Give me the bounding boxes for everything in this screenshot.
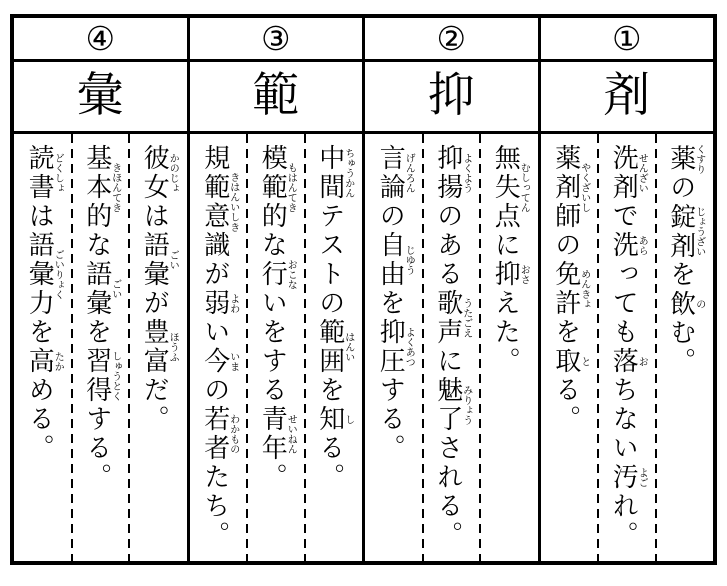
plain-text: のある [433, 202, 463, 289]
base-text: 取 [551, 347, 581, 376]
plain-text: を [82, 318, 112, 347]
kanji-worksheet-table [10, 14, 717, 565]
kanji-with-furigana [666, 202, 705, 261]
target-kanji: 抑 [427, 70, 475, 122]
furigana-text: くすり [693, 144, 705, 174]
kanji-with-furigana [258, 405, 297, 463]
furigana-text: めんきょ [578, 260, 590, 318]
furigana-text: じょうざい [693, 202, 705, 261]
base-text: 語彙 [140, 231, 170, 289]
kanji-with-furigana [258, 259, 297, 290]
example-sentence-text [80, 144, 120, 492]
furigana-text: と [578, 347, 590, 376]
furigana-text: わかもの [227, 405, 239, 463]
kanji-with-furigana [609, 231, 648, 260]
base-text: 行 [258, 259, 288, 290]
example-sentence-text [23, 144, 63, 463]
base-text: 抑揚 [433, 144, 463, 202]
plain-text: れ。 [609, 492, 639, 550]
plain-text: は [25, 202, 55, 231]
example-sentence [656, 134, 713, 561]
target-kanji: 彙 [76, 70, 124, 122]
circled-number: ② [436, 19, 467, 58]
example-sentence [129, 134, 186, 561]
base-text: 語彙力 [25, 231, 55, 318]
plain-text: いをする [258, 289, 288, 405]
plain-text: 。 [258, 463, 288, 492]
base-text: 中間 [315, 144, 345, 202]
base-text: 歌声 [433, 289, 463, 347]
furigana-text: ごいりょく [52, 231, 64, 318]
kanji-with-furigana [25, 231, 64, 318]
circled-number: ④ [85, 19, 116, 58]
furigana-text: じゆう [403, 231, 415, 289]
example-sentence-text [374, 144, 414, 463]
furigana-text: ごい [167, 231, 179, 289]
base-text: 免許 [551, 260, 581, 318]
plain-text: テストの [315, 202, 345, 318]
kanji-with-furigana [551, 260, 590, 318]
example-sentence [598, 134, 655, 561]
example-sentence [14, 134, 71, 561]
base-text: 読書 [25, 144, 55, 202]
sentence-row [14, 134, 713, 561]
furigana-text: あら [636, 231, 648, 260]
base-text: 弱 [200, 289, 230, 318]
example-sentence-text [489, 144, 529, 376]
column-number-cell [365, 18, 541, 59]
kanji-with-furigana [200, 144, 239, 260]
plain-text: の [376, 202, 406, 231]
plain-text: る。 [551, 376, 581, 434]
furigana-text: はんい [342, 318, 354, 376]
example-sentence [247, 134, 304, 561]
base-text: 魅了 [433, 376, 463, 434]
kanji-with-furigana [609, 347, 648, 376]
target-kanji-cell [365, 62, 541, 131]
furigana-text: ちゅうかん [342, 144, 354, 202]
plain-text: で [609, 202, 639, 231]
kanji-with-furigana [666, 289, 705, 319]
base-text: 基本的 [82, 144, 112, 231]
base-text: 知 [315, 405, 345, 434]
example-sentence [365, 134, 422, 561]
circled-number: ③ [260, 19, 291, 58]
base-text: 洗剤 [609, 144, 639, 202]
furigana-text: よくよう [460, 144, 472, 202]
plain-text: が [200, 260, 230, 289]
furigana-text: おさ [518, 260, 530, 289]
target-kanji-cell [541, 62, 714, 131]
base-text: 彼女 [140, 144, 170, 202]
furigana-text: お [636, 347, 648, 376]
plain-text: の [666, 173, 696, 203]
base-text: 習得 [82, 347, 112, 405]
example-sentence [305, 134, 362, 561]
kanji-with-furigana [140, 231, 179, 289]
plain-text: っても [609, 260, 639, 347]
column-number-cell [541, 18, 714, 59]
furigana-text: よくあつ [403, 318, 415, 376]
kanji-with-furigana [376, 318, 415, 376]
furigana-text: やくざいし [578, 144, 590, 231]
column-number-cell [190, 18, 366, 59]
base-text: 薬 [666, 144, 696, 174]
base-text: 模範的 [258, 144, 288, 231]
furigana-text: の [693, 289, 705, 319]
base-text: 豊富 [140, 318, 170, 376]
kanji-with-furigana [200, 289, 239, 318]
plain-text: に [491, 231, 521, 260]
furigana-text: むしってん [518, 144, 530, 231]
furigana-text: せんざい [636, 144, 648, 202]
plain-text: を [25, 318, 55, 347]
example-sentence [480, 134, 537, 561]
kanji-with-furigana [609, 144, 648, 202]
kanji-with-furigana [25, 144, 64, 202]
kanji-with-furigana [433, 376, 472, 434]
base-text: 飲 [666, 289, 696, 319]
target-kanji: 範 [252, 70, 300, 122]
base-text: 今 [200, 347, 230, 376]
plain-text: する。 [376, 376, 406, 463]
base-text: 若者 [200, 405, 230, 463]
example-sentence-text [138, 144, 178, 434]
furigana-text: たか [52, 347, 64, 376]
plain-text: の [200, 376, 230, 405]
example-sentence-text [549, 144, 589, 434]
plain-text: を [551, 318, 581, 347]
kanji-with-furigana [315, 405, 354, 434]
kanji-with-furigana [200, 347, 239, 376]
furigana-text: ほうふ [167, 318, 179, 376]
number-row [14, 18, 713, 62]
base-text: 青年 [258, 405, 288, 463]
kanji-with-furigana [140, 318, 179, 376]
plain-text: は [140, 202, 170, 231]
kanji-with-furigana [315, 318, 354, 376]
base-text: 汚 [609, 463, 639, 492]
furigana-text: し [342, 405, 354, 434]
example-sentence-text [256, 144, 296, 492]
base-text: 洗 [609, 231, 639, 260]
kanji-with-furigana [376, 231, 415, 289]
plain-text: えた。 [491, 289, 521, 376]
kanji-with-furigana [433, 289, 472, 347]
kanji-with-furigana [551, 144, 590, 231]
plain-text: される。 [433, 434, 463, 550]
plain-text: い [200, 318, 230, 347]
base-text: 錠剤 [666, 202, 696, 261]
kanji-row [14, 62, 713, 134]
kanji-with-furigana [82, 347, 121, 405]
base-text: 語彙 [82, 260, 112, 318]
kanji-with-furigana [82, 144, 121, 231]
furigana-text: ごい [109, 260, 121, 318]
plain-text: が [140, 289, 170, 318]
kanji-with-furigana [140, 144, 179, 202]
example-sentences-cell [14, 134, 190, 561]
furigana-text: みりょう [460, 376, 472, 434]
target-kanji-cell [190, 62, 366, 131]
plain-text: る。 [315, 434, 345, 492]
plain-text: ちない [609, 376, 639, 463]
base-text: 抑圧 [376, 318, 406, 376]
plain-text: する。 [82, 405, 112, 492]
kanji-with-furigana [666, 144, 705, 174]
furigana-text: いま [227, 347, 239, 376]
furigana-text: よご [636, 463, 648, 492]
furigana-text: かのじょ [167, 144, 179, 202]
base-text: 高 [25, 347, 55, 376]
furigana-text: もはんてき [285, 144, 297, 231]
plain-text: を [315, 376, 345, 405]
plain-text: だ。 [140, 376, 170, 434]
base-text: 抑 [491, 260, 521, 289]
kanji-with-furigana [433, 144, 472, 202]
plain-text: める。 [25, 376, 55, 463]
example-sentence-text [431, 144, 471, 550]
example-sentence [190, 134, 247, 561]
example-sentences-cell [190, 134, 366, 561]
base-text: 無失点 [491, 144, 521, 231]
target-kanji: 剤 [603, 70, 651, 122]
plain-text: む。 [666, 318, 696, 377]
furigana-text: よわ [227, 289, 239, 318]
furigana-text: うたごえ [460, 289, 472, 347]
kanji-with-furigana [376, 144, 415, 202]
furigana-text: せいねん [285, 405, 297, 463]
kanji-with-furigana [491, 144, 530, 231]
kanji-with-furigana [82, 260, 121, 318]
base-text: 薬剤師 [551, 144, 581, 231]
furigana-text: きはんいしき [227, 144, 239, 260]
plain-text: を [666, 260, 696, 290]
example-sentence [423, 134, 480, 561]
circled-number: ① [611, 19, 642, 58]
kanji-with-furigana [609, 463, 648, 492]
kanji-with-furigana [200, 405, 239, 463]
example-sentences-cell [541, 134, 714, 561]
furigana-text: きほんてき [109, 144, 121, 231]
furigana-text: どくしょ [52, 144, 64, 202]
column-number-cell [14, 18, 190, 59]
base-text: 範囲 [315, 318, 345, 376]
plain-text: の [551, 231, 581, 260]
example-sentence-text [313, 144, 353, 492]
example-sentence [72, 134, 129, 561]
furigana-text: おこな [285, 259, 297, 290]
plain-text: な [82, 231, 112, 260]
plain-text: に [433, 347, 463, 376]
plain-text: な [258, 231, 288, 260]
plain-text: たち。 [200, 463, 230, 550]
base-text: 規範意識 [200, 144, 230, 260]
kanji-with-furigana [258, 144, 297, 231]
kanji-with-furigana [491, 260, 530, 289]
example-sentence-text [664, 144, 704, 377]
kanji-with-furigana [315, 144, 354, 202]
example-sentence-text [198, 144, 238, 550]
target-kanji-cell [14, 62, 190, 131]
base-text: 落 [609, 347, 639, 376]
furigana-text: げんろん [403, 144, 415, 202]
kanji-with-furigana [25, 347, 64, 376]
plain-text: を [376, 289, 406, 318]
example-sentence-text [607, 144, 647, 550]
base-text: 言論 [376, 144, 406, 202]
example-sentence [541, 134, 598, 561]
kanji-with-furigana [551, 347, 590, 376]
example-sentences-cell [365, 134, 541, 561]
base-text: 自由 [376, 231, 406, 289]
furigana-text: しゅうとく [109, 347, 121, 405]
